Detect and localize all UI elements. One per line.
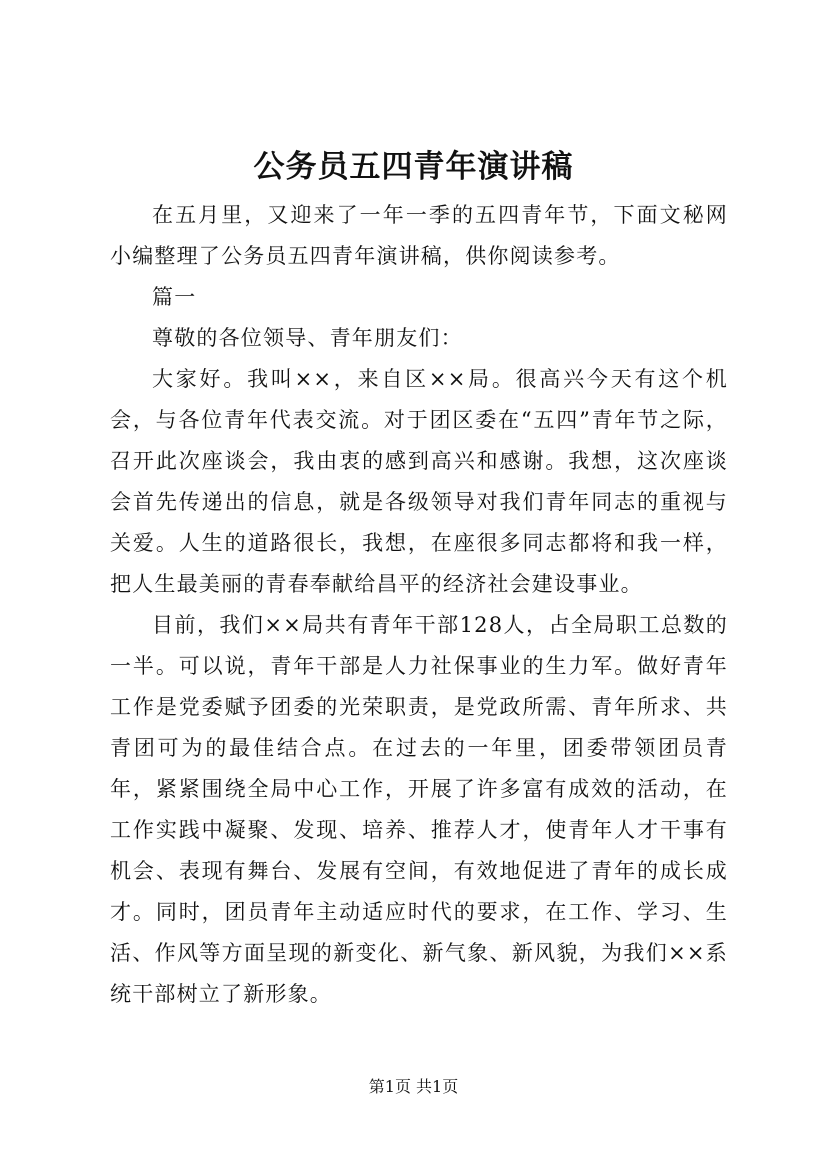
page-footer: 第1页 共1页 — [368, 1077, 459, 1096]
body-paragraph: 目前，我们××局共有青年干部128人，占全局职工总数的一半。可以说，青年干部是人力社保事业的生力军。做好青年工作是党委赋予团委的光荣职责，是党政所需、青年所求、共青团可为的最佳结合点。在过去的一年里，团委带领团员青年，紧紧围绕全局中心工作，开展了许多富有成效的活动，在工作实践中凝聚、发现、培养、推荐人才，使青年人才干事有机会、表现有舞台、发展有空间，有效地促进了青年的成长成才。同时，团员青年主动适应时代的要求，在工作、学习、生活、作风等方面呈现的新变化、新气象、新风貌，为我们××系统干部树立了新形象。 — [110, 613, 728, 1006]
document-body — [110, 195, 728, 1015]
body-paragraph: 大家好。我叫××，来自区××局。很高兴今天有这个机会，与各位青年代表交流。对于团区委在“五四”青年节之际，召开此次座谈会，我由衷的感到高兴和感谢。我想，这次座谈会首先传递出的信息，就是各级领导对我们青年同志的重视与关爱。人生的道路很长，我想，在座很多同志都将和我一样，把人生最美丽的青春奉献给昌平的经济社会建设事业。 — [110, 367, 728, 596]
document-title: 公务员五四青年演讲稿 — [253, 149, 574, 185]
intro-paragraph: 在五月里，又迎来了一年一季的五四青年节，下面文秘网小编整理了公务员五四青年演讲稿，供你阅读参考。 — [110, 203, 728, 268]
salutation: 尊敬的各位领导、青年朋友们： — [152, 326, 463, 350]
section-heading: 篇一 — [152, 285, 197, 309]
